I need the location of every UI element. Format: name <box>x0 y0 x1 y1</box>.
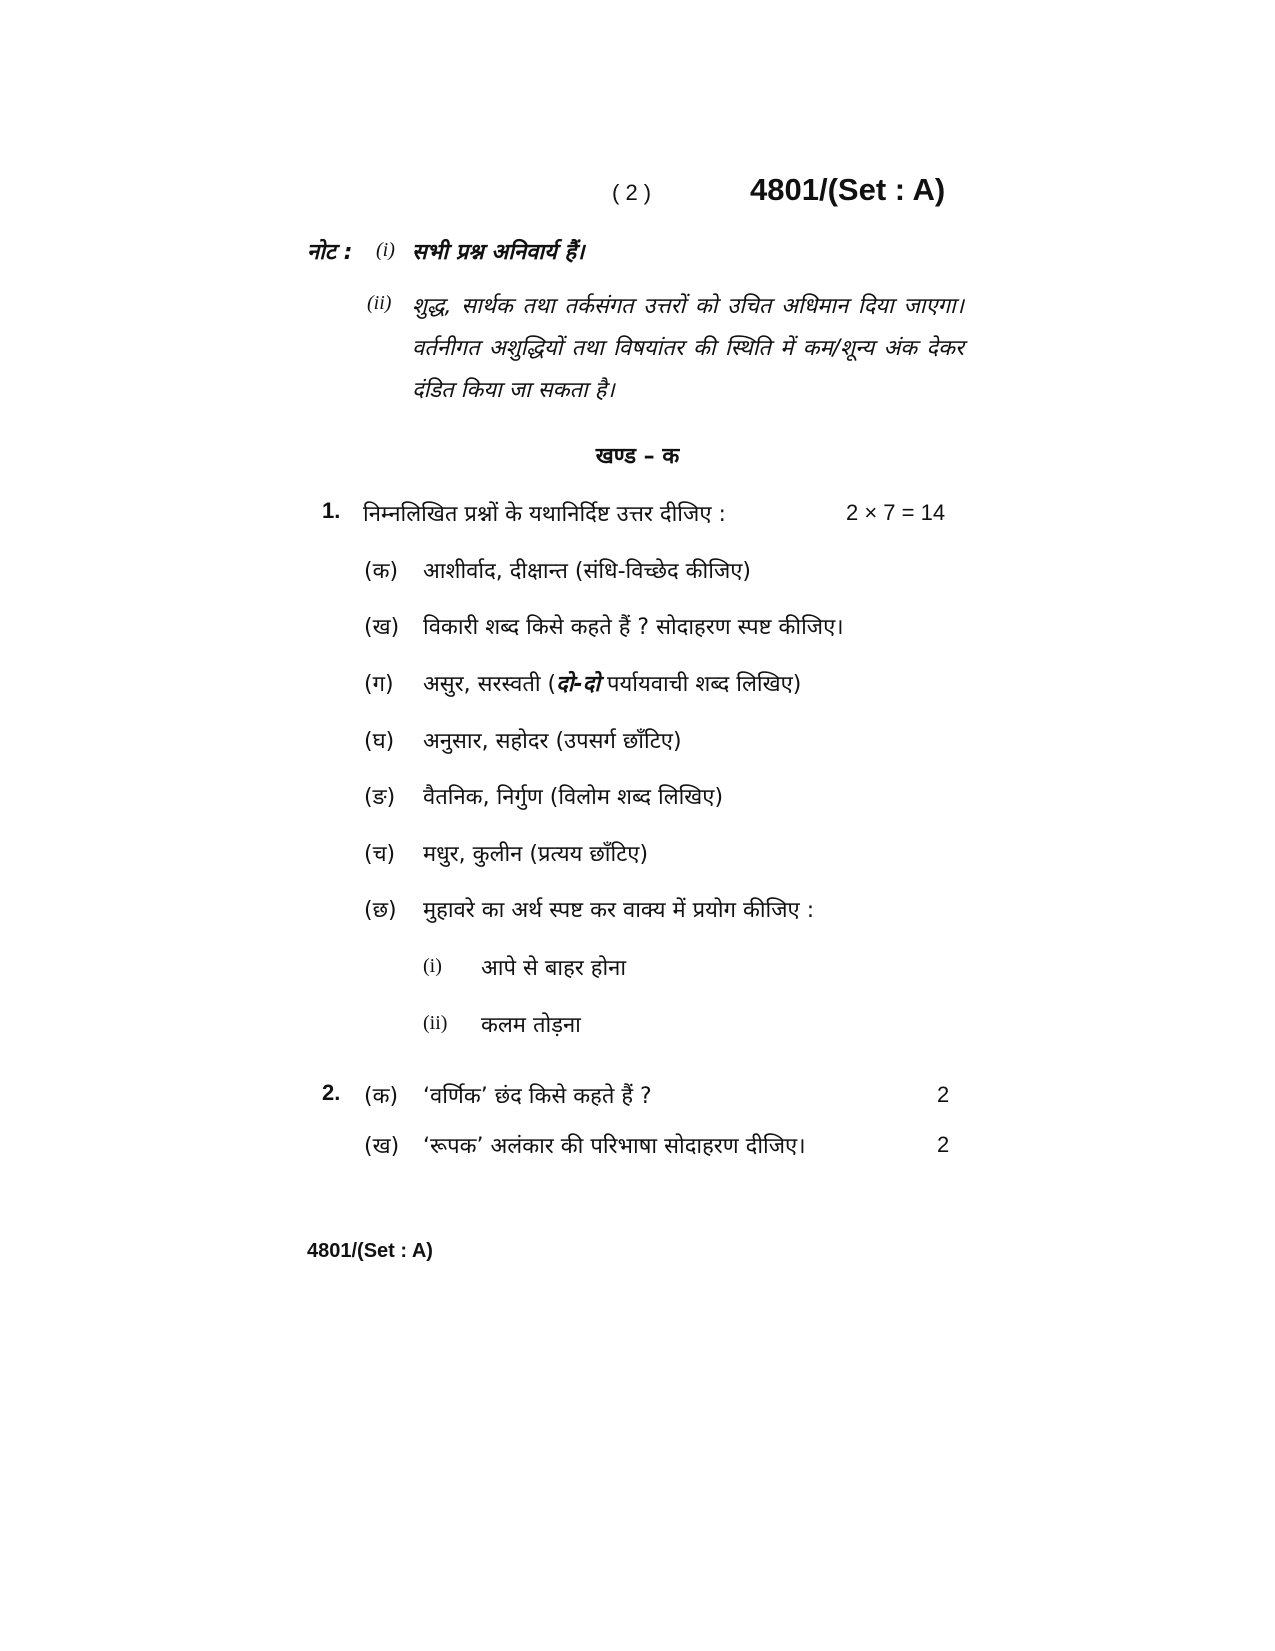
section-title: खण्ड – क <box>595 444 680 469</box>
part-label: (ग) <box>364 672 394 697</box>
part-marks: 2 <box>937 1132 950 1157</box>
question-marks: 2 × 7 = 14 <box>846 500 946 525</box>
part-text <box>423 668 801 698</box>
idiom-number: (i) <box>423 955 442 977</box>
part-label: (घ) <box>364 729 395 754</box>
note-item-text: शुद्ध, सार्थक तथा तर्कसंगत उत्तरों को उचित अधिमान दिया जाएगा। वर्तनीगत अशुद्धियों तथा विषयांतर की स्थिति में कम/शून्य अंक देकर दंडित किया जा सकता है। <box>412 294 964 403</box>
part-label: (ङ) <box>364 785 396 810</box>
part-label: (ख) <box>364 615 400 640</box>
question-number: 2. <box>322 1080 341 1105</box>
idiom-text: कलम तोड़ना <box>481 1013 581 1038</box>
note-item-number: (i) <box>376 239 395 261</box>
part-label: (क) <box>364 559 399 584</box>
note-label: नोट : <box>307 240 353 265</box>
part-text: ‘वर्णिक’ छंद किसे कहते हैं ? <box>423 1084 652 1109</box>
part-text-emphasis: दो-दो <box>556 672 601 697</box>
part-text: मधुर, कुलीन (प्रत्यय छाँटिए) <box>423 842 649 867</box>
part-label: (छ) <box>364 898 397 923</box>
part-text: वैतनिक, निर्गुण (विलोम शब्द लिखिए) <box>423 785 724 810</box>
part-text: मुहावरे का अर्थ स्पष्ट कर वाक्य में प्रयोग कीजिए : <box>423 898 815 923</box>
note-item-number: (ii) <box>367 292 392 314</box>
part-label: (च) <box>364 842 396 867</box>
idiom-text: आपे से बाहर होना <box>481 956 627 981</box>
part-text-after: पर्यायवाची शब्द लिखिए) <box>600 672 802 697</box>
question-text: निम्नलिखित प्रश्नों के यथानिर्दिष्ट उत्तर दीजिए : <box>363 502 726 527</box>
paper-code: 4801/(Set : A) <box>750 172 946 207</box>
part-text-before: असुर, सरस्वती ( <box>423 672 557 697</box>
part-marks: 2 <box>937 1082 950 1107</box>
footer-paper-code: 4801/(Set : A) <box>307 1240 433 1262</box>
question-number: 1. <box>322 498 341 523</box>
part-text: ‘रूपक’ अलंकार की परिभाषा सोदाहरण दीजिए। <box>423 1134 806 1159</box>
idiom-number: (ii) <box>423 1012 448 1034</box>
part-label: (ख) <box>364 1134 400 1159</box>
part-text: विकारी शब्द किसे कहते हैं ? सोदाहरण स्पष्ट कीजिए। <box>423 615 844 640</box>
page-number: ( 2 ) <box>612 180 652 205</box>
note-item-text: सभी प्रश्न अनिवार्य हैं। <box>412 240 585 265</box>
part-text: अनुसार, सहोदर (उपसर्ग छाँटिए) <box>423 729 682 754</box>
part-label: (क) <box>364 1084 399 1109</box>
part-text: आशीर्वाद, दीक्षान्त (संधि-विच्छेद कीजिए) <box>423 559 752 584</box>
